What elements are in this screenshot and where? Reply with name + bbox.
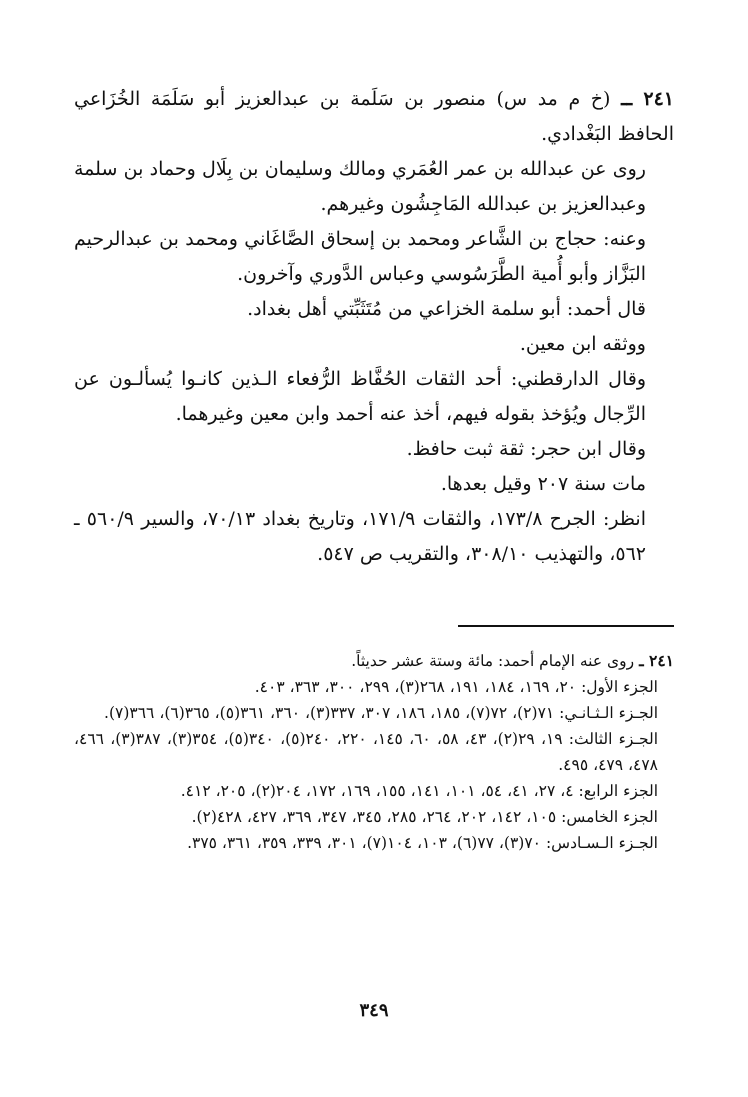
biography-entry [74,82,674,572]
footnote-part-4: الجزء الرابع: ٤، ٢٧، ٤١، ٥٤، ١٠١، ١٤١، ١٥٥، ١٦٩، ١٧٢، ٢٠٤(٢)، ٢٠٥، ٤١٢. [180,782,658,800]
footnote-intro: روى عنه الإمام أحمد: مائة وستة عشر حديثاً. [351,652,635,670]
footnote-part-2: الجـزء الـثـانـي: ٧١(٢)، ٧٢(٧)، ١٨٥، ١٨٦، ٣٠٧، ٣٣٧(٣)، ٣٦٠، ٣٦١(٥)، ٣٦٥(٦)، ٣٦٦(٧). [104,704,658,722]
footnote-divider [458,625,674,627]
footnote-part-6: الجـزء الـسـادس: ٧٠(٣)، ٧٧(٦)، ١٠٣، ١٠٤(٧)، ٣٠١، ٣٣٩، ٣٥٩، ٣٦١، ٣٧٥. [187,834,658,852]
ahmad-statement: قال أحمد: أبو سلمة الخزاعي من مُتَثَبِّتي أهل بغداد. [247,298,646,320]
footnote-part-3: الجـزء الثالث: ١٩، ٢٩(٢)، ٤٣، ٥٨، ٦٠، ١٤٥، ٢٢٠، ٢٤٠(٥)، ٣٤٠(٥)، ٣٥٤(٣)، ٣٨٧(٣)، ٤٦٦، ٤٧٨، ٤٧٩، ٤٩٥. [74,730,659,774]
footnote-part-1: الجزء الأول: ٢٠، ١٦٩، ١٨٤، ١٩١، ٢٦٨(٣)، ٢٩٩، ٣٠٠، ٣٦٣، ٤٠٣. [254,678,658,696]
page-number: ٣٤٩ [359,1000,389,1021]
footnote-intro-line [74,648,674,674]
ibn-maeen-statement: ووثقه ابن معين. [519,333,646,355]
footnotes-section [74,648,674,856]
narrated-by-paragraph: وعنه: حجاج بن الشَّاعر ومحمد بن إسحاق الصَّاغَاني ومحمد بن عبدالرحيم البَزَّاز وأبو أُمية الطَّرَسُوسي وعباس الدَّوري وآخرون. [74,228,646,285]
entry-title: (خ م مد س) منصور بن سَلَمة بن عبدالعزيز أبو سَلَمَة الخُزَاعي الحافظ البَغْدادي. [74,88,674,145]
footnote-part-5: الجزء الخامس: ١٠٥، ١٤٢، ٢٠٢، ٢٦٤، ٢٨٥، ٣٤٥، ٣٤٧، ٣٦٩، ٤٢٧، ٤٢٨(٢). [191,808,658,826]
references-paragraph: انظر: الجرح ١٧٣/٨، والثقات ١٧١/٩، وتاريخ بغداد ٧٠/١٣، والسير ٥٦٠/٩ ـ ٥٦٢، والتهذيب ٣٠٨/١٠، والتقريب ص ٥٤٧. [74,508,646,565]
footnote-number: ٢٤١ ـ [639,651,674,670]
entry-number: ٢٤١ ــ [621,88,674,110]
entry-header [74,82,674,152]
narrated-from-paragraph: روى عن عبدالله بن عمر العُمَري ومالك وسليمان بن بِلَال وحماد بن سلمة وعبدالعزيز بن عبدالله المَاجِشُون وغيرهم. [74,158,646,215]
ibn-hajar-statement: وقال ابن حجر: ثقة ثبت حافظ. [406,438,646,460]
daraqutni-statement: وقال الدارقطني: أحد الثقات الحُفَّاظ الرُّفعاء الـذين كانـوا يُسألـون عن الرِّجال ويُؤخذ بقوله فيهم، أخذ عنه أحمد وابن معين وغيرهما. [74,368,646,425]
death-statement: مات سنة ٢٠٧ وقيل بعدها. [440,473,646,495]
